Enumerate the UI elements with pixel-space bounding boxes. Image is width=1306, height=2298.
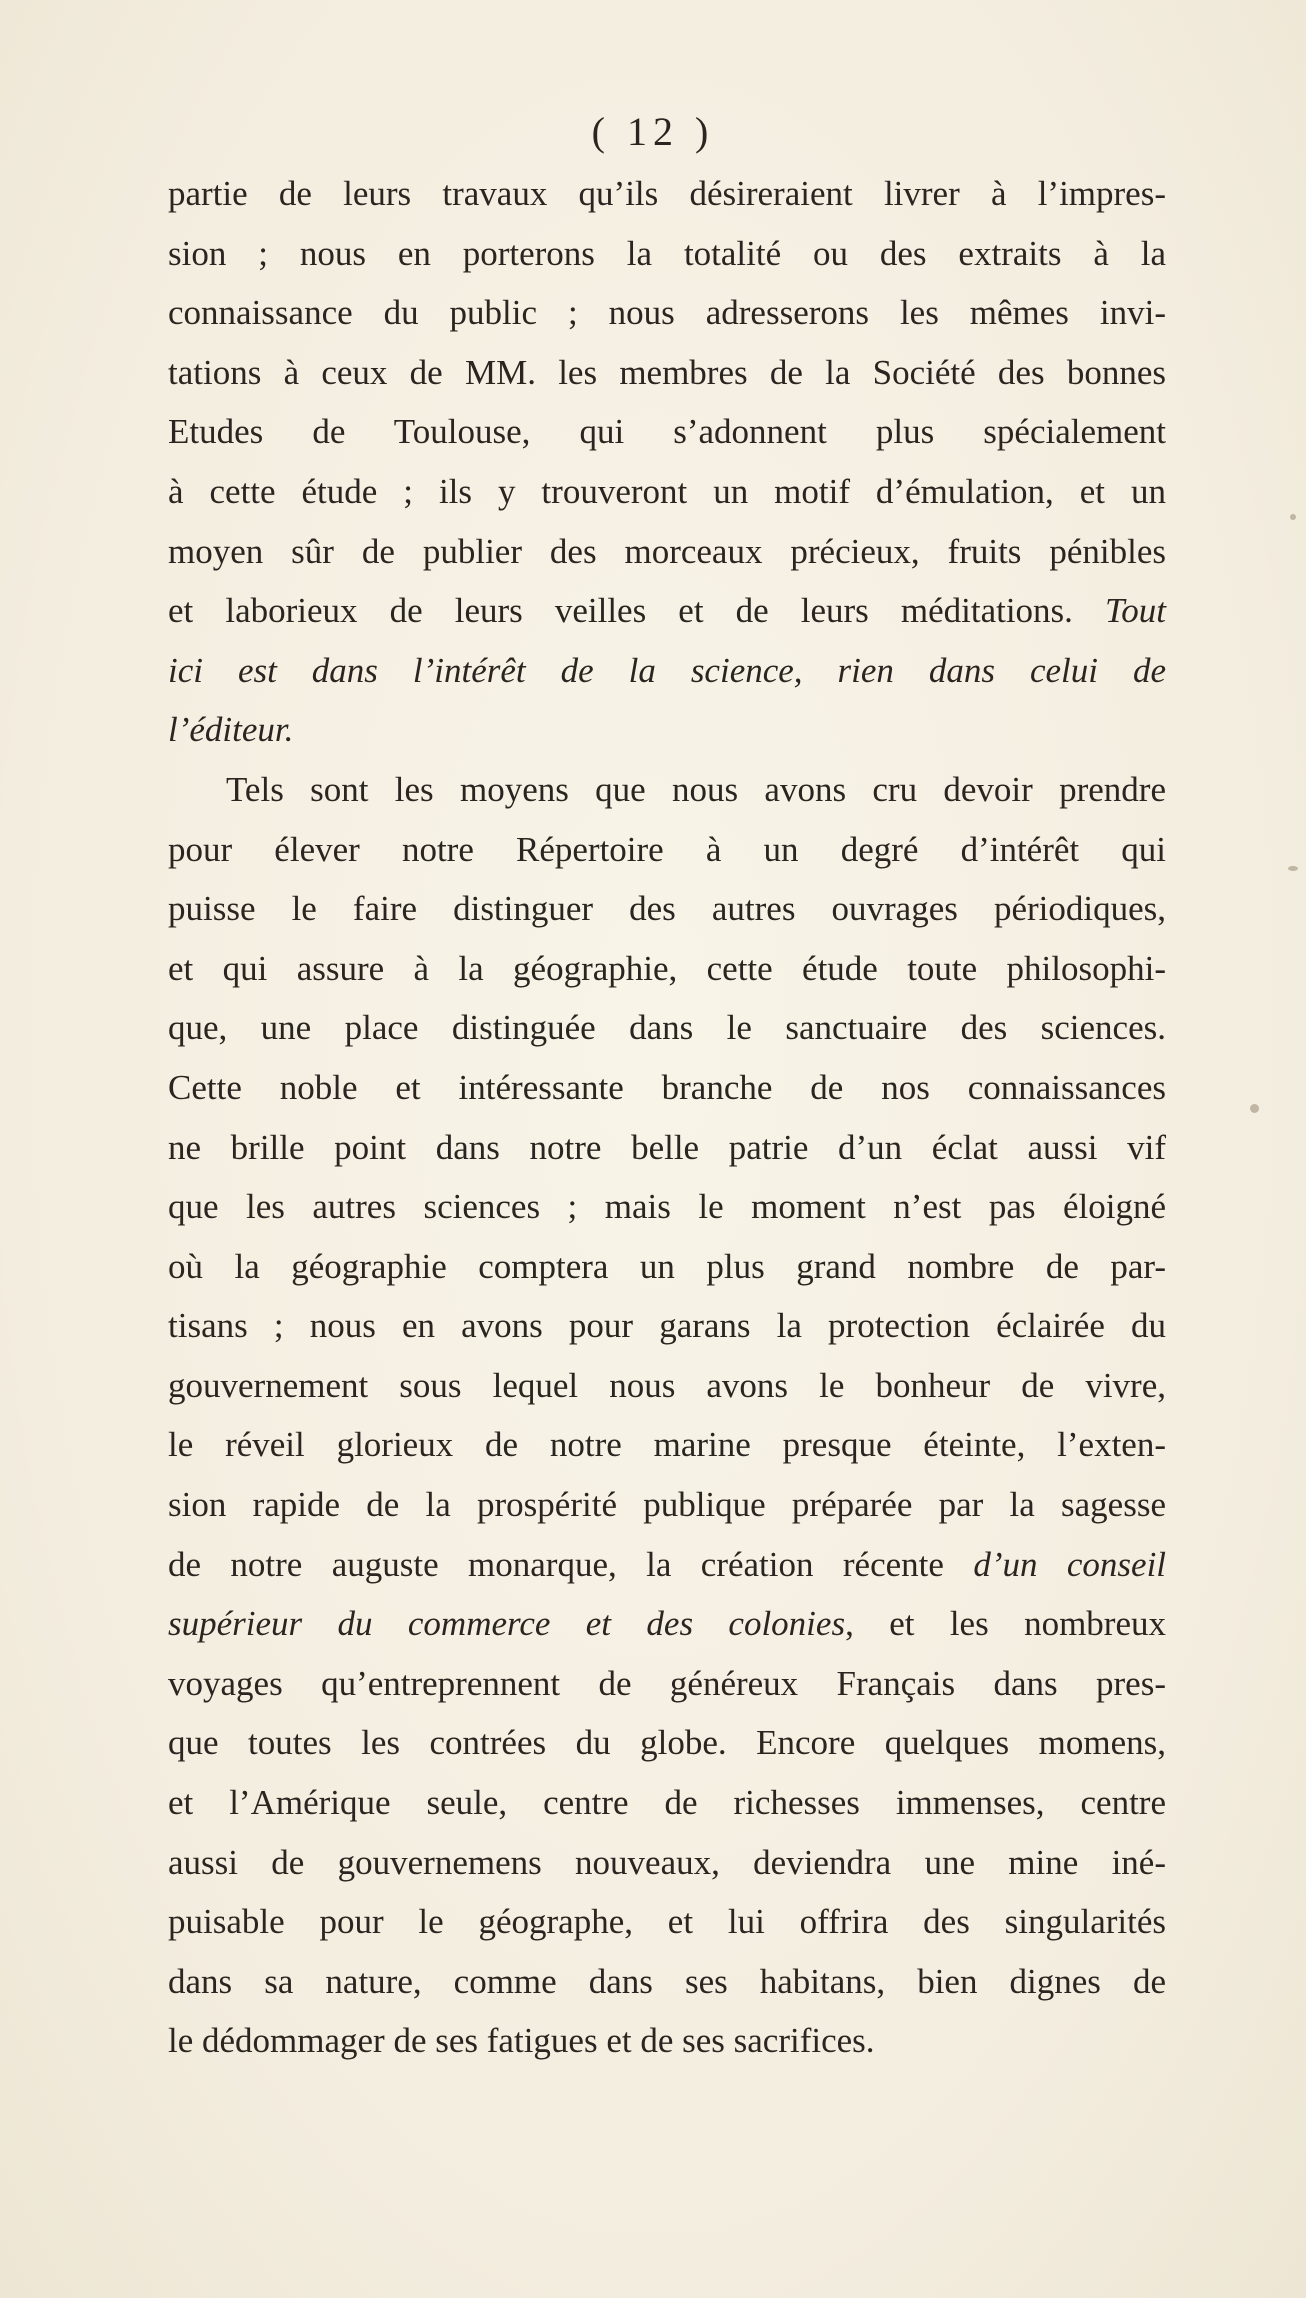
text-line: Etudes de Toulouse, qui s’adonnent plus spécialement <box>168 412 1166 452</box>
text-line: sion rapide de la prospérité publique préparée par la sagesse <box>168 1485 1166 1525</box>
italic-segment: ici est dans l’intérêt de la science, rien dans celui de <box>168 650 1166 690</box>
text-line: le dédommager de ses fatigues et de ses sacrifices. <box>168 2021 875 2061</box>
paper-speck <box>1250 1104 1259 1113</box>
text-line: Tels sont les moyens que nous avons cru devoir prendre <box>226 769 1166 809</box>
text-line: puisable pour le géographe, et lui offrira des singularités <box>168 1902 1166 1942</box>
text-line <box>168 1594 1166 1654</box>
paragraph-2 <box>168 760 1166 2071</box>
text-line: que, une place distinguée dans le sanctuaire des sciences. <box>168 1008 1166 1048</box>
text-line: ne brille point dans notre belle patrie d’un éclat aussi vif <box>168 1127 1166 1167</box>
text-line: à cette étude ; ils y trouveront un motif d’émulation, et un <box>168 471 1166 511</box>
paper-speck <box>1288 866 1298 871</box>
text-segment: et laborieux de leurs veilles et de leurs méditations. <box>168 591 1073 631</box>
page-number: ( 12 ) <box>591 109 715 154</box>
text-line: gouvernement sous lequel nous avons le bonheur de vivre, <box>168 1365 1166 1405</box>
text-line: aussi de gouvernemens nouveaux, deviendra une mine iné- <box>168 1842 1166 1882</box>
text-line <box>168 581 1166 641</box>
italic-segment: Tout <box>1105 591 1166 631</box>
text-line: puisse le faire distinguer des autres ouvrages périodiques, <box>168 889 1166 929</box>
italic-segment: l’éditeur. <box>168 710 294 750</box>
text-line <box>168 1535 1166 1595</box>
text-line: connaissance du public ; nous adresserons les mêmes invi- <box>168 293 1166 333</box>
text-line: et l’Amérique seule, centre de richesses immenses, centre <box>168 1783 1166 1823</box>
text-line: que les autres sciences ; mais le moment n’est pas éloigné <box>168 1187 1166 1227</box>
italic-segment: d’un conseil <box>973 1544 1167 1584</box>
text-line: Cette noble et intéressante branche de nos connaissances <box>168 1067 1166 1107</box>
text-segment: de notre auguste monarque, la création récente <box>168 1544 944 1584</box>
text-line <box>168 700 1166 760</box>
text-segment: , et les nombreux <box>845 1604 1166 1644</box>
text-line: le réveil glorieux de notre marine presque éteinte, l’exten- <box>168 1425 1166 1465</box>
paper-speck <box>1290 514 1296 520</box>
text-line: moyen sûr de publier des morceaux précieux, fruits pénibles <box>168 531 1166 571</box>
text-line: partie de leurs travaux qu’ils désireraient livrer à l’impres- <box>168 174 1166 213</box>
body-text <box>168 164 1166 2071</box>
text-line: tations à ceux de MM. les membres de la Société des bonnes <box>168 352 1166 392</box>
text-line: que toutes les contrées du globe. Encore quelques momens, <box>168 1723 1166 1763</box>
text-line: sion ; nous en porterons la totalité ou des extraits à la <box>168 233 1166 273</box>
text-line: dans sa nature, comme dans ses habitans, bien dignes de <box>168 1961 1166 2001</box>
paragraph-1 <box>168 164 1166 760</box>
text-line <box>168 641 1166 701</box>
italic-segment: supérieur du commerce et des colonies <box>168 1604 846 1644</box>
text-line: tisans ; nous en avons pour garans la protection éclairée du <box>168 1306 1166 1346</box>
text-line: voyages qu’entreprennent de généreux Français dans pres- <box>168 1663 1166 1703</box>
text-line: et qui assure à la géographie, cette étude toute philosophi- <box>168 948 1166 988</box>
text-line: où la géographie comptera un plus grand nombre de par- <box>168 1246 1166 1286</box>
text-line: pour élever notre Répertoire à un degré d’intérêt qui <box>168 829 1166 869</box>
